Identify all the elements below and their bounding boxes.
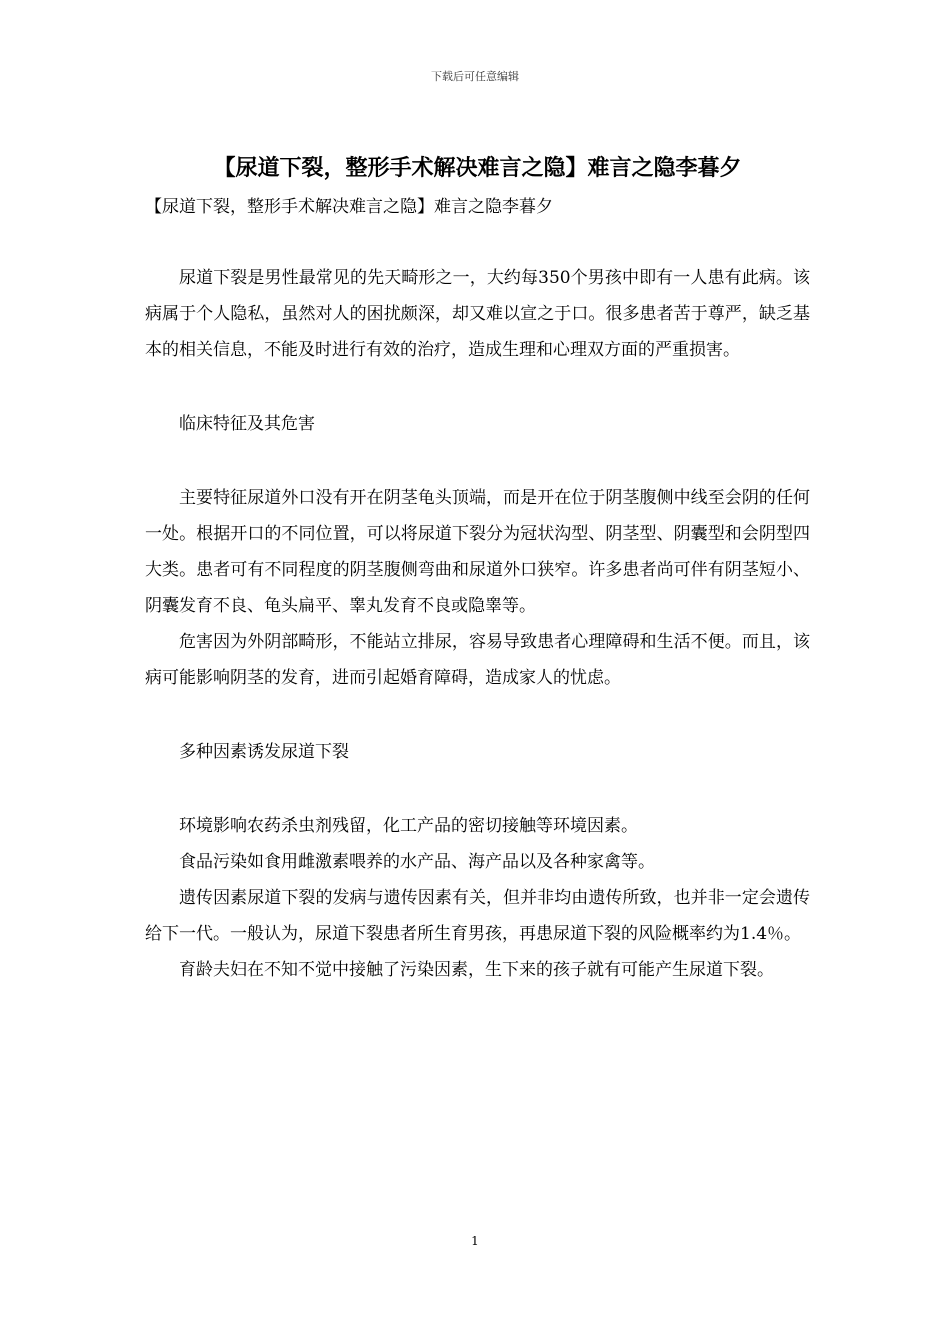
section-heading-clinical-features: 临床特征及其危害 — [179, 414, 315, 434]
spacer — [145, 442, 810, 480]
spacer — [145, 770, 810, 808]
spacer — [145, 222, 810, 260]
paragraph-main-features: 主要特征尿道外口没有开在阴茎龟头顶端，而是开在位于阴茎腹侧中线至会阴的任何一处。根据开口的不同位置，可以将尿道下裂分为冠状沟型、阴茎型、阴囊型和会阴型四大类。患者可有不同程度的阴茎腹侧弯曲和尿道外口狭窄。许多患者尚可伴有阴茎短小、阴囊发育不良、龟头扁平、睾丸发育不良或隐睾等。 — [145, 488, 810, 616]
paragraph-genetics: 遗传因素尿道下裂的发病与遗传因素有关，但并非均由遗传所致，也并非一定会遗传给下一代。一般认为，尿道下裂患者所生育男孩，再患尿道下裂的风险概率约为1.4％。 — [145, 888, 810, 944]
paragraph-couples: 育龄夫妇在不知不觉中接触了污染因素，生下来的孩子就有可能产生尿道下裂。 — [179, 960, 774, 980]
page-number: 1 — [471, 1234, 479, 1248]
paragraph-harm: 危害因为外阴部畸形，不能站立排尿，容易导致患者心理障碍和生活不便。而且，该病可能影响阴茎的发育，进而引起婚育障碍，造成家人的忧虑。 — [145, 632, 810, 688]
document-body — [145, 150, 810, 988]
section-heading-causes: 多种因素诱发尿道下裂 — [179, 742, 349, 762]
spacer — [145, 368, 810, 406]
intro-paragraph: 尿道下裂是男性最常见的先天畸形之一，大约每350个男孩中即有一人患有此病。该病属于个人隐私，虽然对人的困扰颇深，却又难以宣之于口。很多患者苦于尊严，缺乏基本的相关信息，不能及时进行有效的治疗，造成生理和心理双方面的严重损害。 — [145, 268, 810, 360]
document-subtitle: 【尿道下裂，整形手术解决难言之隐】难言之隐李暮夕 — [145, 197, 553, 217]
paragraph-environment: 环境影响农药杀虫剂残留，化工产品的密切接触等环境因素。 — [179, 816, 638, 836]
document-title: 【尿道下裂，整形手术解决难言之隐】难言之隐李暮夕 — [213, 156, 742, 181]
page-header: 下载后可任意编辑 — [431, 70, 519, 83]
spacer — [145, 696, 810, 734]
paragraph-food-pollution: 食品污染如食用雌激素喂养的水产品、海产品以及各种家禽等。 — [179, 852, 655, 872]
